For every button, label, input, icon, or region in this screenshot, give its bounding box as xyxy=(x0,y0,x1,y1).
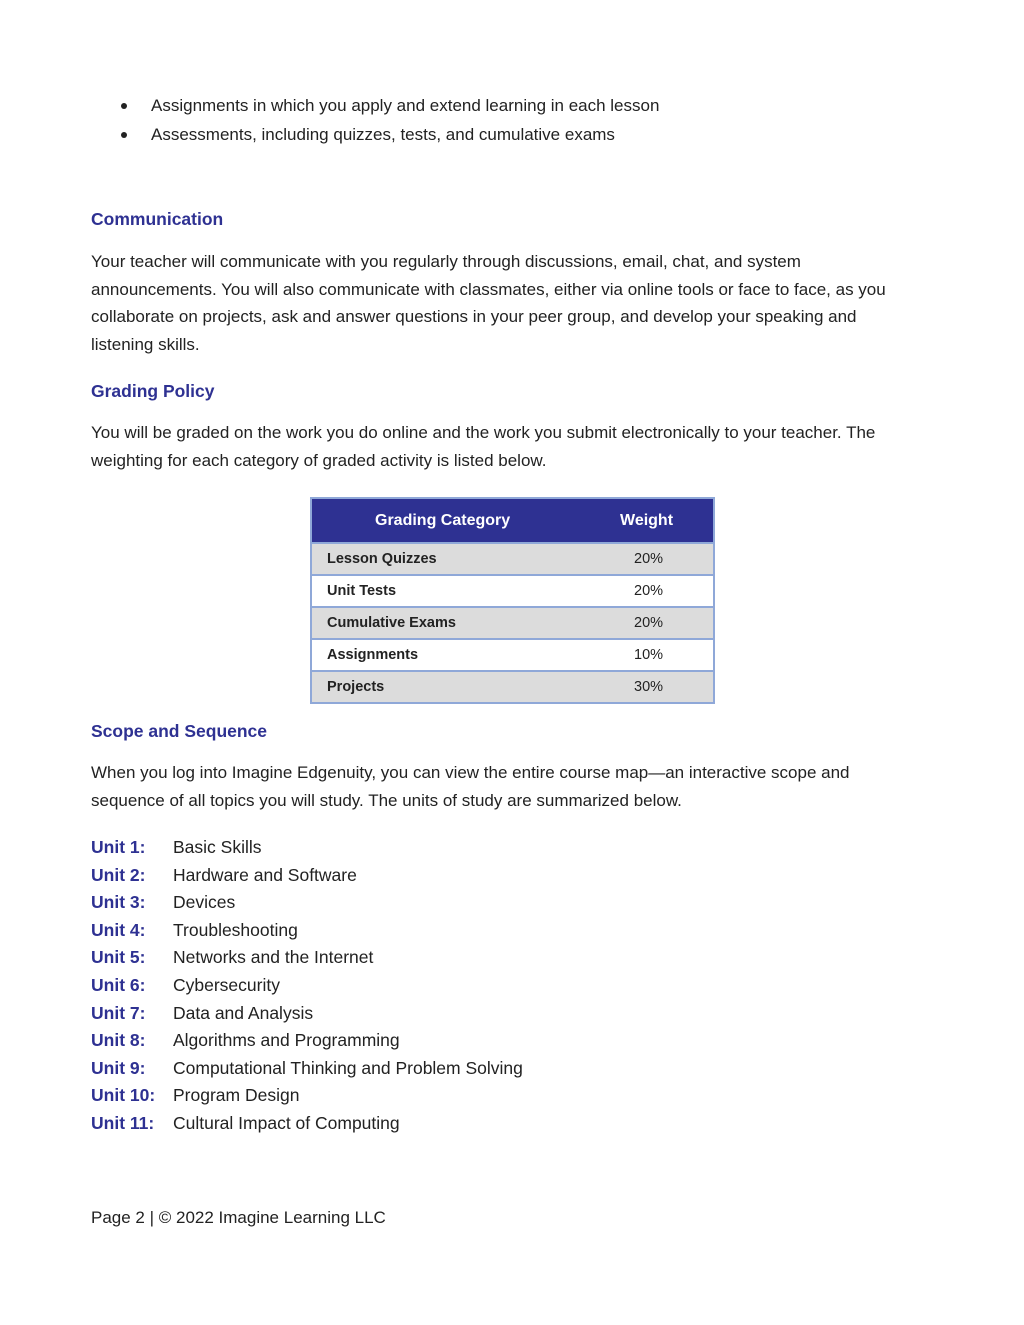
weight-cell: 30% xyxy=(614,671,714,703)
grading-category-cell: Cumulative Exams xyxy=(311,607,614,639)
table-row xyxy=(311,639,714,671)
list-item xyxy=(91,1000,523,1028)
grading-category-cell: Unit Tests xyxy=(311,575,614,607)
list-item xyxy=(91,1055,523,1083)
weight-header: Weight xyxy=(614,498,714,543)
grading-table xyxy=(310,497,715,704)
unit-number: Unit 11: xyxy=(91,1112,155,1133)
unit-title: Cultural Impact of Computing xyxy=(173,1112,400,1133)
unit-number: Unit 8: xyxy=(91,1030,146,1051)
communication-paragraph: Your teacher will communicate with you regularly through discussions, email, chat, and system announcements. You will also communicate with classmates, either via online tools or face to face, as you collaborate on projects, ask and answer questions in your peer group, and develop your speaking and listening skills. xyxy=(91,252,886,354)
list-item xyxy=(91,972,523,1000)
unit-number: Unit 2: xyxy=(91,864,146,885)
table-row xyxy=(311,543,714,575)
unit-number: Unit 4: xyxy=(91,919,146,940)
list-item xyxy=(91,834,523,862)
page-footer: Page 2 | © 2022 Imagine Learning LLC xyxy=(91,1208,386,1227)
list-item xyxy=(91,862,523,890)
unit-title: Computational Thinking and Problem Solving xyxy=(173,1057,523,1078)
unit-number: Unit 1: xyxy=(91,837,146,857)
weight-cell: 20% xyxy=(614,575,714,607)
unit-number: Unit 10: xyxy=(91,1085,156,1106)
scope-sequence-heading: Scope and Sequence xyxy=(91,721,268,741)
unit-number: Unit 5: xyxy=(91,947,146,968)
list-item xyxy=(91,1027,523,1055)
list-item xyxy=(91,944,523,972)
bullet-item: Assessments, including quizzes, tests, and cumulative exams xyxy=(118,120,659,149)
unit-title: Data and Analysis xyxy=(173,1002,314,1023)
list-item xyxy=(91,1110,523,1138)
table-row xyxy=(311,575,714,607)
grading-category-cell: Projects xyxy=(311,671,614,703)
unit-title: Hardware and Software xyxy=(173,864,357,885)
list-item xyxy=(91,889,523,917)
unit-number: Unit 6: xyxy=(91,974,146,995)
scope-sequence-paragraph: When you log into Imagine Edgenuity, you can view the entire course map—an interactive scope and sequence of all topics you will study. The units of study are summarized below. xyxy=(91,763,850,810)
weight-cell: 20% xyxy=(614,607,714,639)
unit-title: Program Design xyxy=(173,1085,300,1106)
unit-title: Devices xyxy=(173,892,236,913)
unit-number: Unit 9: xyxy=(91,1057,146,1078)
grading-table-header-row xyxy=(311,498,714,543)
unit-title: Networks and the Internet xyxy=(173,947,374,968)
grading-category-header: Grading Category xyxy=(311,498,614,543)
table-row xyxy=(311,607,714,639)
list-item xyxy=(91,917,523,945)
grading-policy-paragraph: You will be graded on the work you do online and the work you submit electronically to your teacher. The weighting for each category of graded activity is listed below. xyxy=(91,423,876,470)
activity-bullet-list xyxy=(118,91,659,149)
communication-heading: Communication xyxy=(91,209,224,229)
unit-number: Unit 3: xyxy=(91,892,146,913)
weight-cell: 20% xyxy=(614,543,714,575)
list-item xyxy=(91,1082,523,1110)
grading-category-cell: Assignments xyxy=(311,639,614,671)
unit-number: Unit 7: xyxy=(91,1002,146,1023)
unit-title: Cybersecurity xyxy=(173,974,280,995)
weight-cell: 10% xyxy=(614,639,714,671)
unit-title: Algorithms and Programming xyxy=(173,1030,400,1051)
unit-title: Troubleshooting xyxy=(173,919,298,940)
unit-title: Basic Skills xyxy=(173,837,262,857)
bullet-item: Assignments in which you apply and extend learning in each lesson xyxy=(118,91,659,120)
grading-policy-heading: Grading Policy xyxy=(91,381,215,401)
unit-list xyxy=(91,834,523,1138)
table-row xyxy=(311,671,714,703)
grading-category-cell: Lesson Quizzes xyxy=(311,543,614,575)
